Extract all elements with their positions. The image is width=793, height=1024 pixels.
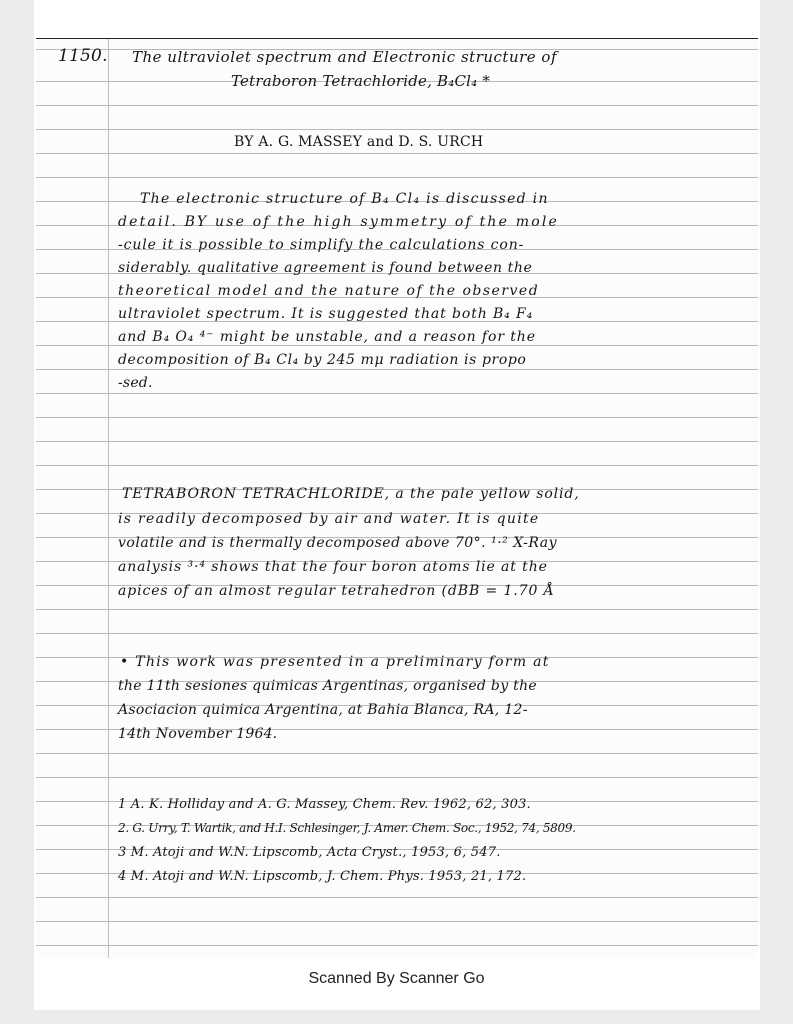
title-line-1: The ultraviolet spectrum and Electronic structure of: [132, 48, 558, 66]
body-line: TETRABORON TETRACHLORIDE, a the pale yellow solid,: [122, 486, 580, 502]
body-line: volatile and is thermally decomposed above 70°. ¹·² X-Ray: [118, 535, 558, 551]
footnote-line: • This work was presented in a preliminary form at: [120, 654, 550, 670]
abstract-line: The electronic structure of B₄ Cl₄ is discussed in: [140, 191, 549, 207]
reference-line: 1 A. K. Holliday and A. G. Massey, Chem. Rev. 1962, 62, 303.: [118, 797, 531, 812]
abstract-line: -cule it is possible to simplify the calculations con-: [118, 237, 525, 253]
title-line-2: Tetraboron Tetrachloride, B₄Cl₄ *: [231, 72, 491, 90]
footnote-line: Asociacion quimica Argentina, at Bahia Blanca, RA, 12-: [118, 702, 528, 718]
scanner-footer: Scanned By Scanner Go: [308, 970, 485, 987]
reference-line: 4 M. Atoji and W.N. Lipscomb, J. Chem. Phys. 1953, 21, 172.: [118, 869, 527, 884]
body-line: analysis ³·⁴ shows that the four boron atoms lie at the: [118, 559, 548, 575]
abstract-line: ultraviolet spectrum. It is suggested that both B₄ F₄: [118, 306, 534, 322]
reference-line: 3 M. Atoji and W.N. Lipscomb, Acta Cryst., 1953, 6, 547.: [118, 845, 501, 860]
authors: BY A. G. MASSEY and D. S. URCH: [234, 134, 484, 150]
footnote-line: 14th November 1964.: [118, 726, 278, 742]
abstract-line: siderably. qualitative agreement is found between the: [118, 260, 533, 276]
entry-number: 1150.: [58, 46, 108, 66]
notebook-page: [36, 38, 758, 958]
body-line: is readily decomposed by air and water. It is quite: [118, 511, 540, 527]
footnote-line: the 11th sesiones quimicas Argentinas, organised by the: [118, 678, 537, 694]
abstract-line: and B₄ O₄ ⁴⁻ might be unstable, and a reason for the: [118, 329, 536, 345]
abstract-line: detail. BY use of the high symmetry of the mole: [118, 214, 560, 230]
body-line: apices of an almost regular tetrahedron (dBB = 1.70 Å: [118, 583, 555, 599]
reference-line: 2. G. Urry, T. Wartik, and H.I. Schlesinger, J. Amer. Chem. Soc., 1952, 74, 5809.: [118, 821, 576, 835]
abstract-line: theoretical model and the nature of the observed: [118, 283, 540, 299]
abstract-line: decomposition of B₄ Cl₄ by 245 mμ radiation is propo: [118, 352, 527, 368]
abstract-line: -sed.: [118, 375, 153, 391]
